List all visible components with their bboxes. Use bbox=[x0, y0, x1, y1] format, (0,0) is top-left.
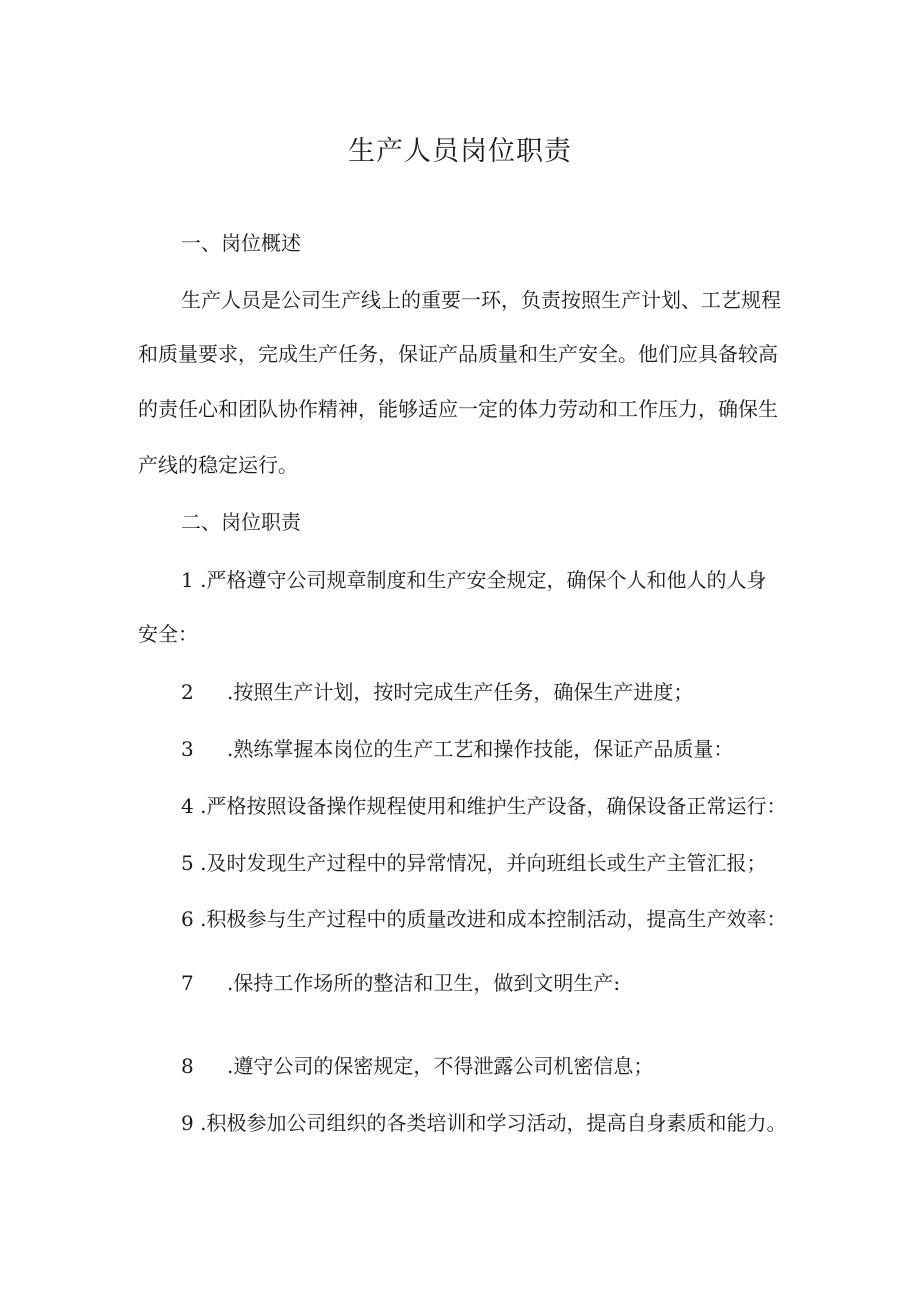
duty-item-5 bbox=[181, 848, 766, 878]
duty-number: 7 bbox=[181, 971, 194, 995]
duty-number: 1 bbox=[181, 568, 194, 592]
section-heading-overview: 一、岗位概述 bbox=[181, 231, 301, 255]
duty-text: .及时发现生产过程中的异常情况，并向班组长或生产主管汇报； bbox=[200, 851, 767, 875]
duty-number: 5 bbox=[181, 851, 194, 875]
duty-number: 6 bbox=[181, 907, 194, 931]
duty-text: .按照生产计划，按时完成生产任务，确保生产进度； bbox=[227, 680, 694, 704]
duty-item-1 bbox=[181, 565, 766, 595]
section-heading-duties: 二、岗位职责 bbox=[181, 510, 301, 534]
duty-number: 9 bbox=[181, 1111, 194, 1135]
paragraph-line-3: 的责任心和团队协作精神，能够适应一定的体力劳动和工作压力，确保生 bbox=[138, 397, 778, 421]
duty-text: .积极参加公司组织的各类培训和学习活动，提高自身素质和能力。 bbox=[200, 1111, 787, 1135]
duty-item-4 bbox=[181, 791, 786, 821]
duty-text: .保持工作场所的整洁和卫生，做到文明生产: bbox=[227, 971, 621, 995]
duty-item-1-continuation: 安全： bbox=[138, 622, 198, 646]
paragraph-line-4: 产线的稳定运行。 bbox=[138, 453, 298, 477]
duty-number: 3 bbox=[181, 737, 194, 761]
duty-item-7 bbox=[181, 968, 620, 998]
duty-item-9 bbox=[181, 1108, 786, 1138]
duty-number: 2 bbox=[181, 680, 194, 704]
duty-text: .严格遵守公司规章制度和生产安全规定，确保个人和他人的人身 bbox=[200, 568, 767, 592]
duty-item-6 bbox=[181, 904, 786, 934]
duty-item-2 bbox=[181, 677, 693, 707]
paragraph-line-1: 生产人员是公司生产线上的重要一环，负责按照生产计划、工艺规程 bbox=[181, 288, 781, 312]
duty-text: .熟练掌握本岗位的生产工艺和操作技能，保证产品质量： bbox=[227, 737, 734, 761]
duty-text: .积极参与生产过程中的质量改进和成本控制活动，提高生产效率： bbox=[200, 907, 787, 931]
document-title: 生产人员岗位职责 bbox=[348, 136, 572, 167]
duty-item-8 bbox=[181, 1051, 653, 1081]
paragraph-line-2: 和质量要求，完成生产任务，保证产品质量和生产安全。他们应具备较高 bbox=[138, 342, 778, 366]
duty-text: .严格按照设备操作规程使用和维护生产设备，确保设备正常运行： bbox=[200, 794, 787, 818]
duty-number: 4 bbox=[181, 794, 194, 818]
duty-number: 8 bbox=[181, 1054, 194, 1078]
duty-item-3 bbox=[181, 734, 733, 764]
duty-text: .遵守公司的保密规定，不得泄露公司机密信息； bbox=[227, 1054, 654, 1078]
